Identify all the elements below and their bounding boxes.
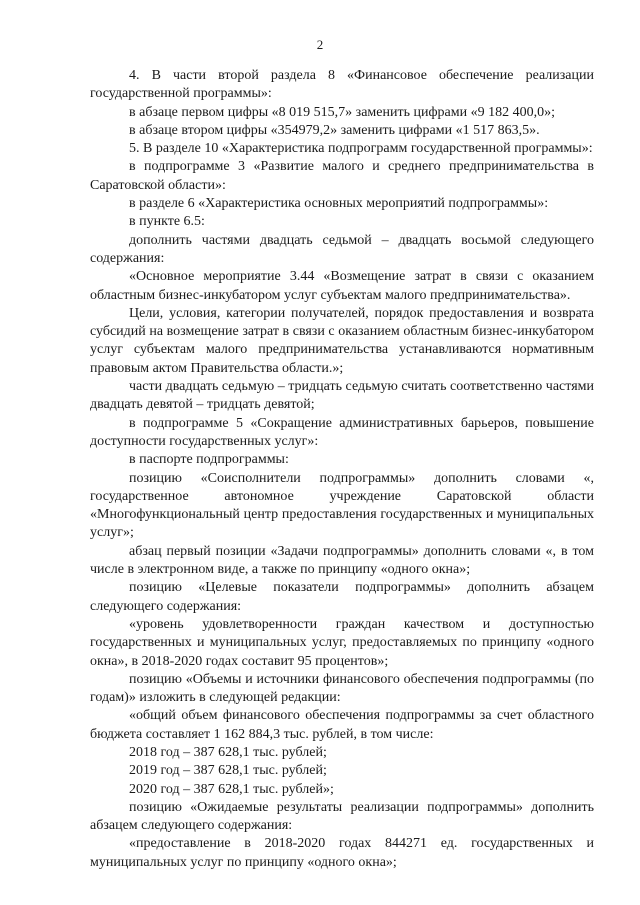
paragraph: 2019 год – 387 628,1 тыс. рублей;	[129, 763, 327, 779]
paragraph: «уровень удовлетворенности граждан качеством и доступностью государственных и муниципальных услуг, предоставляемых по принципу «одного окна», в 2018-2020 годах составит 95 процентов»;	[90, 616, 594, 669]
paragraph: в абзаце первом цифры «8 019 515,7» заменить цифрами «9 182 400,0»;	[129, 104, 555, 120]
paragraph: в подпрограмме 3 «Развитие малого и среднего предпринимательства в Саратовской области»:	[90, 159, 594, 193]
paragraph: дополнить частями двадцать седьмой – двадцать восьмой следующего содержания:	[90, 232, 594, 266]
paragraph: 5. В разделе 10 «Характеристика подпрограмм государственной программы»:	[129, 141, 593, 157]
paragraph: в пункте 6.5:	[129, 214, 205, 230]
paragraph: части двадцать седьмую – тридцать седьмую считать соответственно частями двадцать девятой – тридцать девятой;	[90, 379, 594, 413]
paragraph: 2018 год – 387 628,1 тыс. рублей;	[129, 744, 327, 760]
paragraph: 2020 год – 387 628,1 тыс. рублей»;	[129, 781, 334, 797]
paragraph: Цели, условия, категории получателей, порядок предоставления и возврата субсидий на возмещение затрат в связи с оказанием областным бизнес-инкубатором услуг субъектам малого предпринимательства устанавливаются нормативным правовым актом Правительства области.»;	[90, 305, 594, 376]
paragraph: в разделе 6 «Характеристика основных мероприятий подпрограммы»:	[129, 196, 549, 212]
page-number: 2	[316, 37, 324, 52]
paragraph: «Основное мероприятие 3.44 «Возмещение затрат в связи с оказанием областным бизнес-инкубатором услуг субъектам малого предпринимательства».	[90, 269, 594, 303]
paragraph: позицию «Соисполнители подпрограммы» дополнить словами «, государственное автономное учреждение Саратовской области «Многофункциональный центр предоставления государственных и муниципальных услуг»;	[90, 470, 594, 541]
paragraph: абзац первый позиции «Задачи подпрограммы» дополнить словами «, в том числе в электронном виде, а также по принципу «одного окна»;	[90, 543, 594, 578]
paragraph: позицию «Объемы и источники финансового обеспечения подпрограммы (по годам)» изложить в следующей редакции:	[90, 671, 594, 706]
document-body	[90, 67, 594, 872]
paragraph: позицию «Ожидаемые результаты реализации подпрограммы» дополнить абзацем следующего содержания:	[90, 799, 594, 834]
paragraph: 4. В части второй раздела 8 «Финансовое обеспечение реализации государственной программы»:	[90, 68, 594, 102]
paragraph: позицию «Целевые показатели подпрограммы» дополнить абзацем следующего содержания:	[90, 580, 594, 614]
paragraph: в абзаце втором цифры «354979,2» заменить цифрами «1 517 863,5».	[129, 122, 540, 138]
paragraph: в подпрограмме 5 «Сокращение административных барьеров, повышение доступности государственных услуг»:	[90, 415, 594, 449]
paragraph: «общий объем финансового обеспечения подпрограммы за счет областного бюджета составляет 1 162 884,3 тыс. рублей, в том числе:	[90, 708, 594, 742]
paragraph: «предоставление в 2018-2020 годах 844271 ед. государственных и муниципальных услуг по принципу «одного окна»;	[90, 836, 594, 870]
paragraph: в паспорте подпрограммы:	[129, 452, 289, 468]
